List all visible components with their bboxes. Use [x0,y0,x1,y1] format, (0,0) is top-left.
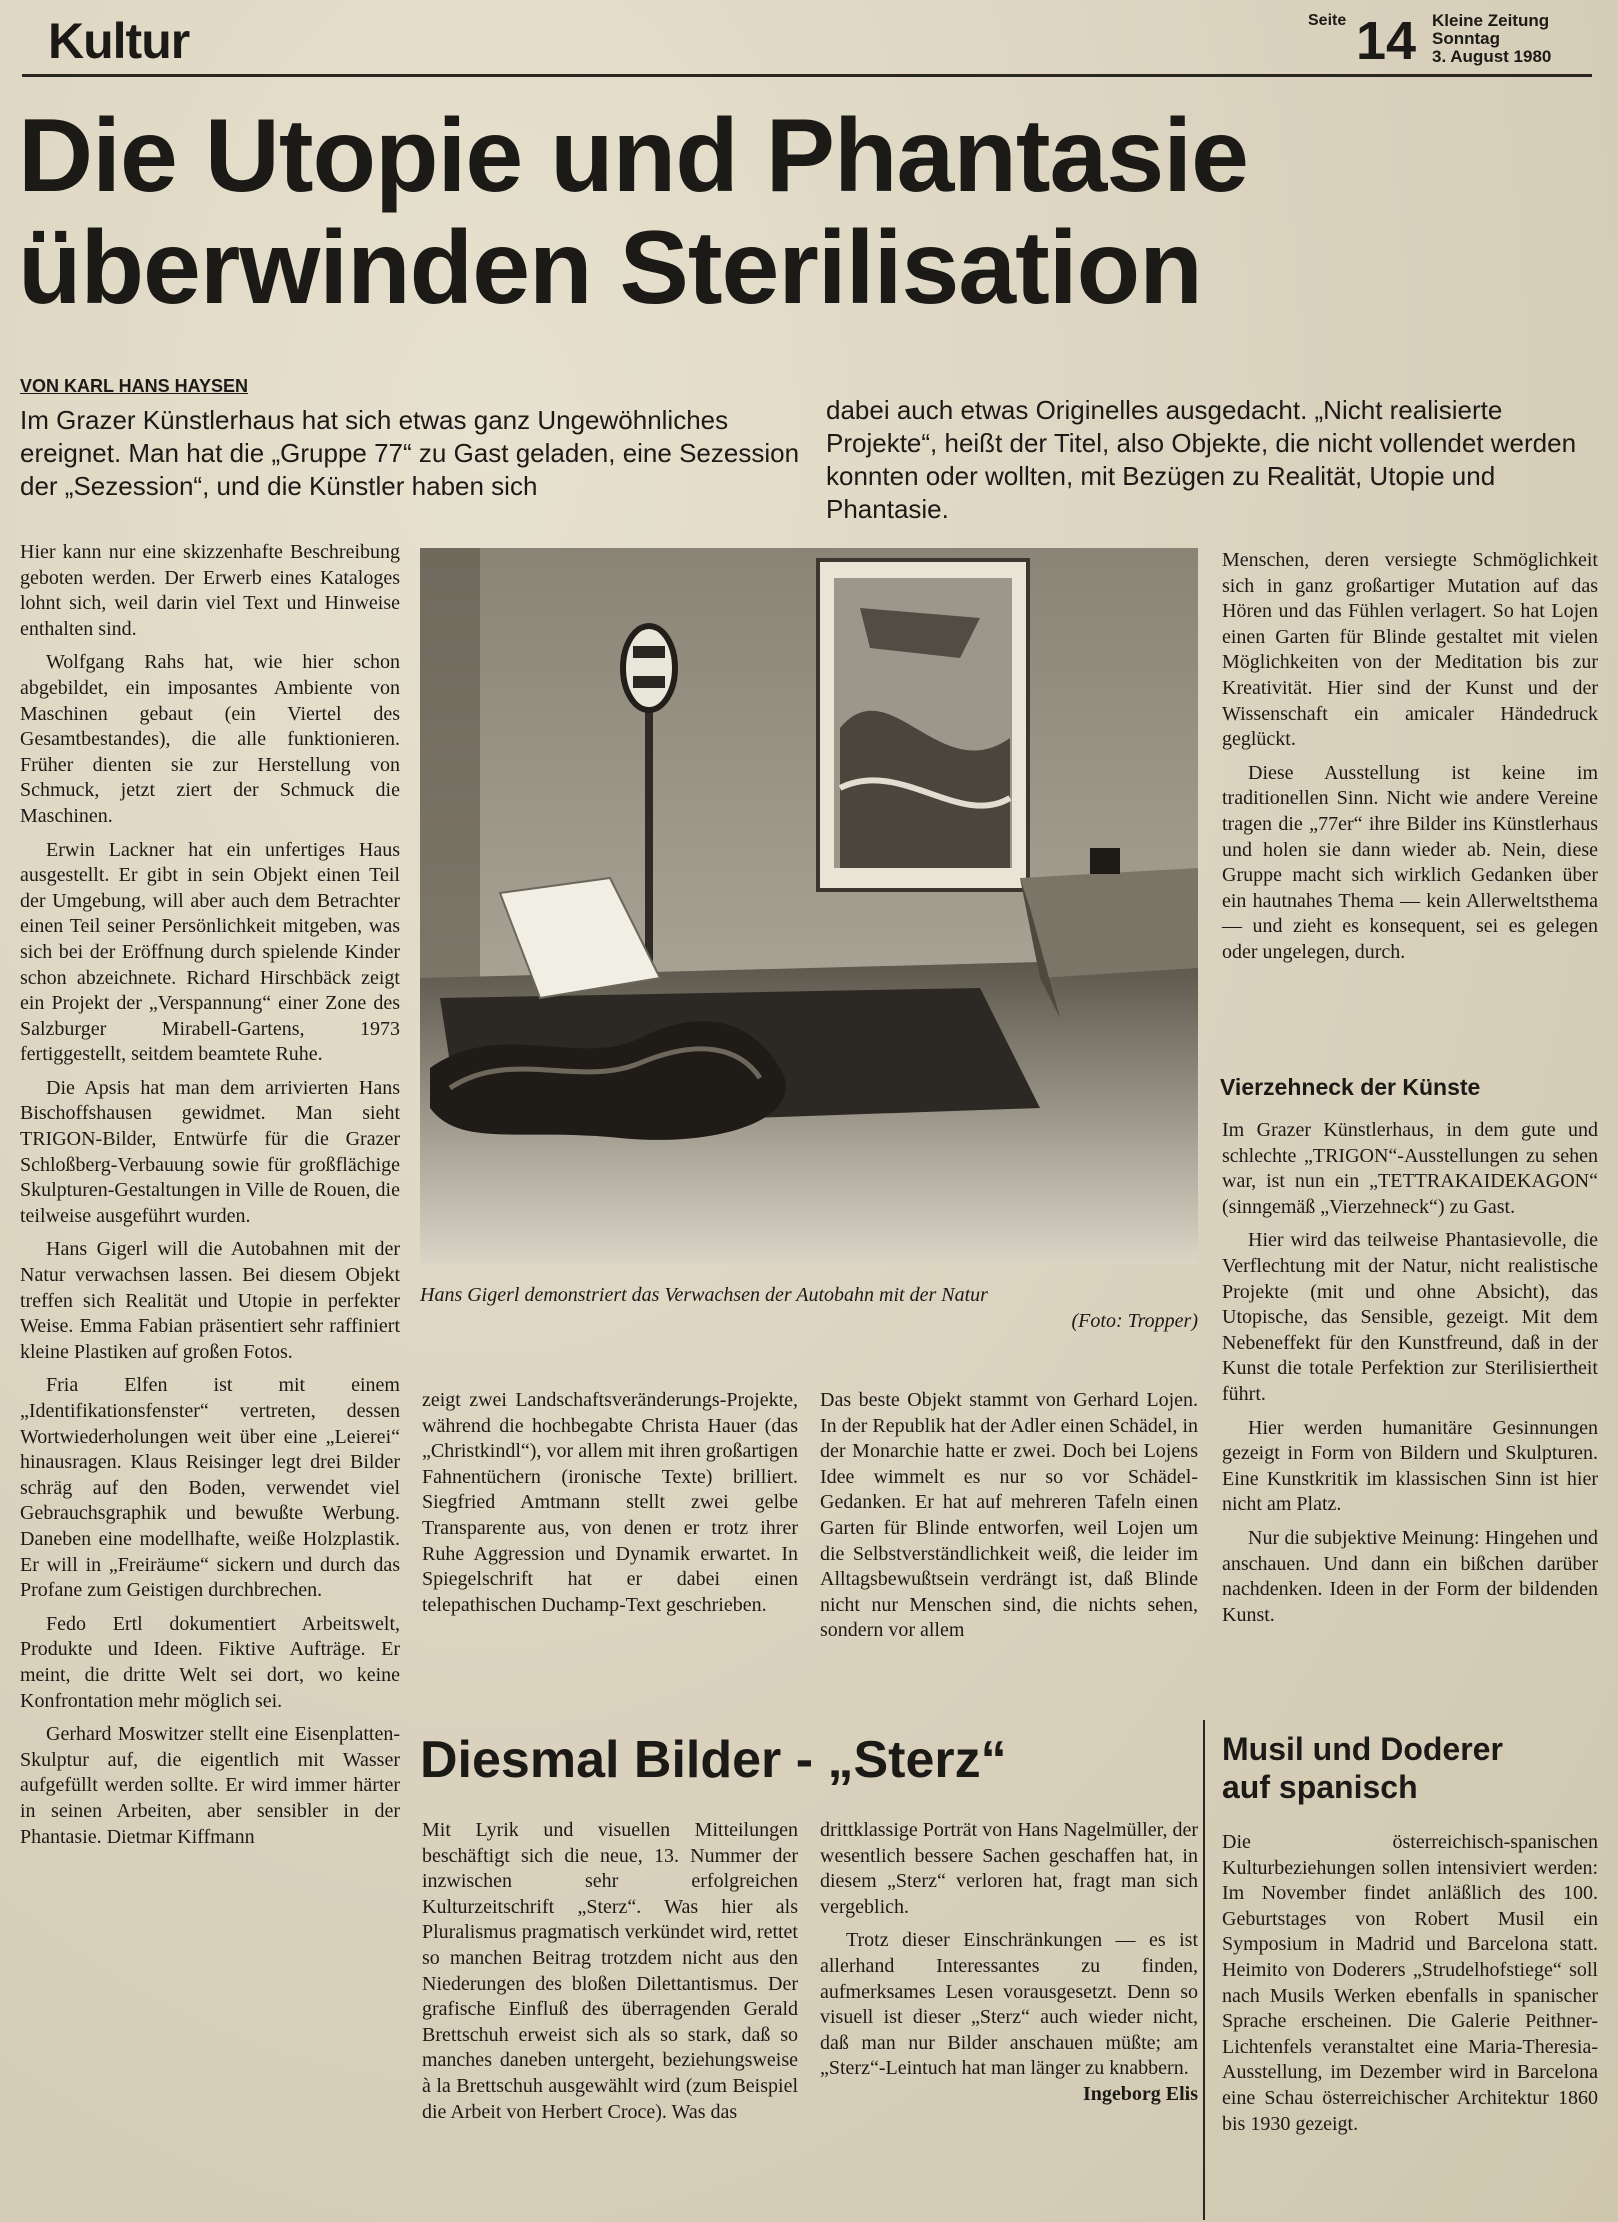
paragraph: Die Apsis hat man dem arrivierten Hans Bischoffshausen gewidmet. Man sieht TRIGON-Bilder, Entwürfe für die Grazer Schloßberg-Verbauung sowie für großflächige Skulpturen-Gestaltungen in Ville de Rouen, die teilweise ausgeführt wurden. [20,1076,400,1227]
paragraph: Gerhard Moswitzer stellt eine Eisenplatten-Skulptur auf, die eigentlich mit Wasser aufgefüllt werden sollte. Er wird immer härter in seinen Arbeiten, aber sensibler in der Phantasie. Dietmar Kiffmann [20,1723,400,1848]
paragraph: Hier kann nur eine skizzenhafte Beschreibung geboten werden. Der Erwerb eines Kataloges lohnt sich, weil darin viel Text und Hinweise enthalten sind. [20,541,400,640]
page-number: 14 [1356,11,1417,71]
paragraph: Diese Ausstellung ist keine im traditionellen Sinn. Nicht wie andere Vereine tragen die „77er“ ihre Bilder ins Künstlerhaus und holen sie dann wieder ab. Nein, diese Gruppe macht sich wirklich Gedanken über ein hautnahes Thema — kein Allerweltsthema — und zieht es konsequent, sei es gelegen oder ungelegen, durch. [1222,761,1598,963]
paragraph: Erwin Lackner hat ein unfertiges Haus ausgestellt. Er gibt in sein Objekt einen Teil der Umgebung, will aber auch dem Betrachter einen Teil seiner Persönlichkeit mitgeben, was sich bei der Eröffnung durch spielende Kinder schon abzeichnete. Richard Hirschbäck zeigt ein Projekt der „Verspannung“ einer Zone des Salzburger Mirabell-Gartens, 1973 fertiggestellt, seitdem beamtete Ruhe. [20,838,400,1066]
subheading: Vierzehneck der Künste [1220,1074,1481,1100]
paragraph: zeigt zwei Landschaftsveränderungs-Projekte, während die hochbegabte Christa Hauer (das „Christkindl“), vor allem mit ihren großartigen Fahnentüchern (ironische Texte) brilliert. Siegfried Amtmann stellt zwei gelbe Transparente aus, von denen er trotz ihrer Ruhe Aggression und Dynamik erwartet. In Spiegelschrift hat er dabei einen telepathischen Duchamp-Text geschrieben. [422,1389,798,1616]
column-rule [1203,1720,1205,2220]
paragraph: Das beste Objekt stammt von Gerhard Lojen. In der Republik hat der Adler einen Schädel, in der Monarchie hatte er zwei. Doch bei Lojens Idee wimmelt es nur so vor Schädel-Gedanken. Er hat auf mehreren Tafeln einen Garten für Blinde entworfen, weil Lojen um die Selbstverständlichkeit weiß, die leider im Alltagsbewußtsein verdrängt ist, daß Blinde nicht nur Menschen sind, die nichts sehen, sondern vor allem [820,1389,1198,1642]
paragraph: drittklassige Porträt von Hans Nagelmüller, der wesentlich bessere Sachen geschaffen hat, in diesem „Sterz“ verloren hat, fragt man sich vergeblich. [820,1819,1198,1918]
paragraph: Hier werden humanitäre Gesinnungen gezeigt in Form von Bildern und Skulpturen. Eine Kunstkritik im klassischen Sinn ist hier nicht am Platz. [1222,1416,1598,1516]
masthead-rule [22,74,1592,77]
paragraph: Mit Lyrik und visuellen Mitteilungen beschäftigt sich die neue, 13. Nummer der inzwischen sehr erfolgreichen Kulturzeitschrift „Sterz“. Was hier als Pluralismus pragmatisch verkündet wird, rettet so manchen Beitrag trotzdem nicht aus den Niederungen des bloßen Dilettantismus. Der grafische Einfluß des überragenden Gerald Brettschuh erweist sich als so stark, daß so manches daneben untergeht, beziehungsweise à la Brettschuh ausgewählt wird (zum Beispiel die Arbeit von Herbert Croce). Was das [422,1819,798,2123]
main-headline [18,100,1578,324]
headline-line-1: Die Utopie und Phantasie [18,98,1248,214]
sterz-column-2 [820,1818,1198,2108]
article-column-3 [820,1388,1198,1644]
paragraph: Im Grazer Künstlerhaus, in dem gute und schlechte „TRIGON“-Ausstellungen zu sehen war, ist nun ein „TETTRAKAIDEKAGON“ (sinngemäß „Vierzehneck“) zu Gast. [1222,1119,1598,1218]
photo-caption-block [420,1282,1198,1334]
byline: VON KARL HANS HAYSEN [20,376,249,396]
article-column-1 [20,540,400,1850]
musil-headline [1222,1730,1503,1806]
page-label: Seite [1308,12,1347,29]
paper-name: Kleine Zeitung [1432,11,1550,30]
photo-caption: Hans Gigerl demonstriert das Verwachsen der Autobahn mit der Natur [420,1284,988,1306]
paragraph: Menschen, deren versiegte Schmöglichkeit sich in ganz großartiger Mutation auf das Hören und das Fühlen verlagert. So hat Lojen einen Garten für Blinde gestaltet mit vielen Möglichkeiten von der Meditation bis zur Kreativität. Hier sind der Kunst und der Wissenschaft ein amicaler Händedruck geglückt. [1222,549,1598,751]
paragraph: Hier wird das teilweise Phantasievolle, die Verflechtung mit der Natur, nicht realistische Projekte (mit und ohne Absicht), das Utopische, das Sensible, gezeigt. Mit dem Nebeneffekt für den Kunstfreund, daß in der Kunst die totale Perfektion zur Sterilisiertheit führt. [1222,1229,1598,1405]
paper-info [1432,12,1551,66]
sterz-author: Ingeborg Elis [1082,2082,1198,2105]
paragraph: Hans Gigerl will die Autobahnen mit der Natur verwachsen lassen. Bei diesem Objekt treffen sich Realität und Utopie in perfekter Weise. Emma Fabian präsentiert sehr raffiniert kleine Plastiken auf großen Fotos. [20,1238,400,1363]
sterz-headline: Diesmal Bilder - „Sterz“ [420,1731,1007,1789]
section-title: Kultur [48,13,190,69]
exhibition-photo [420,548,1198,1264]
lead-right: dabei auch etwas Originelles ausgedacht. „Nicht realisierte Projekte“, heißt der Titel, also Objekte, die nicht vollendet werden konnten oder wollten, mit Bezügen zu Realität, Utopie und Phantasie. [826,395,1577,524]
paper-day: Sonntag [1432,29,1500,48]
paragraph: Wolfgang Rahs hat, wie hier schon abgebildet, ein imposantes Ambiente von Maschinen gebaut (ein Viertel des Gesamtbestandes), die alle funktionieren. Früher dienten sie zur Herstellung von Schmuck, jetzt ziert der Schmuck die Maschinen. [20,651,400,827]
article-column-4 [1222,548,1598,966]
musil-body [1222,1830,1598,2137]
paragraph: Die österreichisch-spanischen Kulturbeziehungen sollen intensiviert werden: Im November findet anläßlich des 100. Geburtstages von Robert Musil ein Symposium in Madrid und Barcelona statt. Heimito von Doderers „Strudelhofstiege“ soll nach Musils Werken ebenfalls in spanischer Sprache erscheinen. Die Galerie Peithner-Lichtenfels veranstaltet eine Maria-Theresia-Ausstellung, im Dezember wird in Barcelona eine Schau österreichischer Architektur 1860 bis 1930 gezeigt. [1222,1831,1598,2135]
photo-image [420,548,1198,1264]
article-column-4b [1222,1118,1598,1628]
photo-credit: (Foto: Tropper) [1071,1310,1198,1332]
sterz-column-1 [422,1818,798,2125]
paragraph: Fria Elfen ist mit einem „Identifikationsfenster“ vertreten, dessen Wortwiederholungen weit über eine „Leierei“ hinausragen. Klaus Reisinger legt drei Bilder schräg auf den Boden, verwendet viel Gebrauchsgraphik und bewußte Werbung. Daneben eine modellhafte, weiße Holzplastik. Er will in „Freiräume“ sickern und durch das Profane zum Geistigen durchbrechen. [20,1374,400,1602]
article-column-2 [422,1388,798,1618]
musil-headline-line-1: Musil und Doderer [1222,1731,1503,1767]
lead-left: Im Grazer Künstlerhaus hat sich etwas ganz Ungewöhnliches ereignet. Man hat die „Gruppe 77“ zu Gast geladen, eine Sezession der „Sezession“, und die Künstler haben sich [20,405,800,501]
headline-line-2: überwinden Sterilisation [18,210,1202,326]
paragraph: Nur die subjektive Meinung: Hingehen und anschauen. Und dann ein bißchen darüber nachdenken. Ideen in der Form der bildenden Kunst. [1222,1526,1598,1626]
paper-date: 3. August 1980 [1432,47,1552,66]
paragraph: Trotz dieser Einschränkungen — es ist allerhand Interessantes zu finden, aufmerksames Lesen vorausgesetzt. Denn so visuell ist dieser „Sterz“ auch wieder nicht, daß man nur Bilder anschauen müßte; am „Sterz“-Leintuch hat man länger zu knabbern. [820,1929,1198,2080]
paragraph: Fedo Ertl dokumentiert Arbeitswelt, Produkte und Ideen. Fiktive Aufträge. Er meint, die dritte Welt sei dort, wo keine Konfrontation mehr möglich sei. [20,1612,400,1712]
musil-headline-line-2: auf spanisch [1222,1769,1418,1805]
